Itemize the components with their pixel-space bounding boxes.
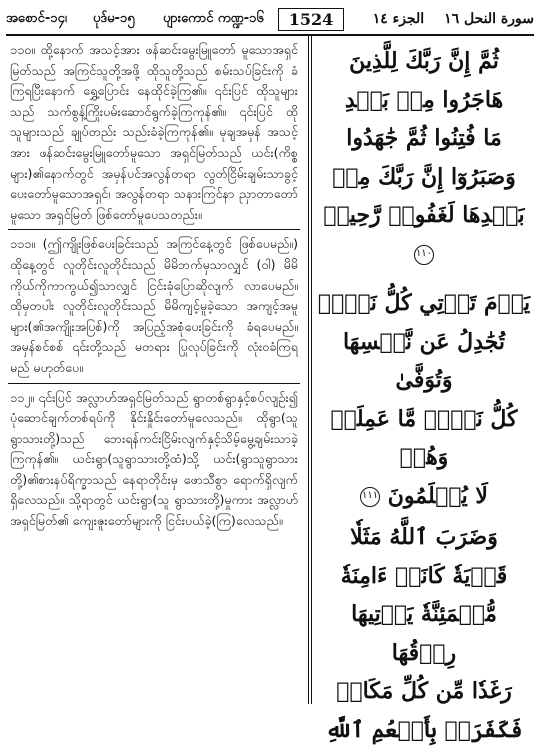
translation-text: ၁၁၀။ ထို့နောက် အသင့်အား ဖန်ဆင်းမွေးမြူတော် မူသောအရှင်မြတ်သည် အကြင်သူတို့အဖို့ ထိုသူတို့သည် စမ်းသပ်ခြင်းကို ခံကြရပြီးနောက် ရွှေ့ပြောင်း နေထိုင်ခဲ့ကြ၏။ ၎င်းပြင် ထိုသူများသည် သက်စွန့်ကြိုးပမ်းဆောင်ရွက်ခဲ့ကြကုန်၏။ ၎င်းပြင် ထိုသူများသည် ချုပ်တည်း သည်းခံခဲ့ကြကုန်၏။ မုချအမှန် အသင့်အား ဖန်ဆင်းမွေးမြူတော်မူသော အရှင်မြတ်သည် ယင်း(ကိစ္စများ)၏နောက်တွင် အမှန်ပင်အလွန်တရာ လွတ်ငြိမ်းချမ်းသာခွင့်ပေးတော်မူသောအရှင်၊ အလွန်တရာ သနားကြင်နာ ညှာတာတော်မူသော အရှင်မြတ် ဖြစ်တော်မူပေသတည်း။ [10,40,298,225]
verse-line: تُجَٰدِلُ عَن نَّفۡسِهَا وَتُوَفَّىٰ [316,323,532,400]
arabic-verse-111 [316,284,532,515]
arabic-verse-110 [316,42,532,273]
page-number: 1524 [278,8,345,31]
header-part: ပုဒ်မ-၁၅ [93,10,135,29]
translation-column [8,40,300,536]
verse-line-text: لَا يُظۡلَمُونَ [388,483,488,509]
header-left [6,10,135,29]
verse-line: هَاجَرُوا مِنۢ بَعۡدِ [316,81,532,120]
verse-number-marker: ١١٠ [414,245,434,265]
verse-line [316,477,532,516]
translation-text: ၁၁၂။ ၎င်းပြင် အလ္လာဟ်အရှင်မြတ်သည် ရွာတစ်ရွာနှင့်စပ်လျဉ်း၍ ပုံဆောင်ချက်တစ်ရပ်ကို နိုင်းနှိုင်းတော်မူလေသည်။ ထိုရွာ(သူ ရွာသားတို့)သည် ဘေးရန်ကင်းငြိမ်းလျက်နှင့်သိမ့်မွေ့ချမ်းသာခဲ့ကြကုန်၏။ ယင်းရွာ(သူရွာသားတို့ထံ)သို့ ယင်း(ရွာသူရွာသားတို့)၏စားနပ်ရိက္ခာသည် နေရာတိုင်းမှ ဖောသီစွာ ရောက်ရှိလျက်ရှိလေသည်။ သို့ရာတွင် ယင်းရွာ(သူ ရွာသားတို့)မှုကား အလ္လာဟ်အရှင်မြတ်၏ ကျေးဇူးတော်များကို ငြင်းပယ်ခဲ့(ကြ)လေသည်။ [10,388,298,532]
header-surah-name: سورة النحل ١٦ [444,11,534,27]
verse-line: يَوۡمَ تَأۡتِي كُلُّ نَفۡسٖ [316,284,532,323]
translation-verse-110 [8,40,300,229]
verse-line-text: بَعۡدِهَا لَغَفُورٞ رَّحِيمٞ [323,202,524,228]
header-juz: الجزء ١٤ [373,11,424,27]
verse-line: وَصَبَرُوٓا إِنَّ رَبَّكَ مِنۢ [316,158,532,197]
column-divider [308,36,309,704]
header-right [373,11,534,27]
verse-line: مُّطۡمَئِنَّةٗ يَأۡتِيهَا رِزۡقُهَا [316,595,532,672]
verse-line: مَا فُتِنُوا ثُمَّ جَٰهَدُوا [316,119,532,158]
verse-line: فَكَفَرَتۡ بِأَنۡعُمِ ٱللَّهِ [316,711,532,749]
verse-line: وَضَرَبَ ٱللَّهُ مَثَلٗا [316,518,532,557]
arabic-column [316,40,532,704]
header-volume: အစောင်-၁၄၊ [6,10,67,29]
translation-verse-112 [8,383,300,536]
verse-number-marker: ١١١ [360,487,380,507]
verse-line: كُلُّ نَفۡسٖ مَّا عَمِلَتۡ وَهُمۡ [316,400,532,477]
column-divider-inner [311,36,312,704]
verse-line: رَغَدٗا مِّن كُلِّ مَكَانٖ [316,672,532,711]
page-header [6,6,534,32]
header-middle [163,8,344,31]
verse-line [316,196,532,273]
header-book-title: ပျားကောင် ကဏ္ဍ-၁၆ [163,10,264,29]
verse-line: ثُمَّ إِنَّ رَبَّكَ لِلَّذِينَ [316,42,532,81]
translation-text: ၁၁၁။ (ဤကျိုးဖြစ်ပေးခြင်းသည် အကြင်နေ့တွင် ဖြစ်ပေမည်။) ထိုနေ့တွင် လူတိုင်းလူတိုင်းသည် မိမိဘက်မှသာလျှင် (ဝါ) မိမိကိုယ်ကိုကာကွယ်၍သာလျှင် ငြင်းခုံပြောဆိုလျက် လာပေမည်။ ထိုမှတပါး လူတိုင်းလူတိုင်းသည် မိမိကျင့်မူခဲ့သော အကျင့်အမူများ(၏အကျိုးအပြစ်)ကို အပြည့်အစုံပေးခြင်းကို ခံရပေမည်။ အမှန်စင်စစ် ၎င်းတို့သည် မတရား ပြုလုပ်ခြင်းကို လုံးဝခံကြရမည် မဟုတ်ပေ။ [10,234,298,378]
arabic-verse-112 [316,518,532,749]
verse-line: قَرۡيَةٗ كَانَتۡ ءَامِنَةٗ [316,557,532,596]
header-rule [6,34,534,36]
translation-verse-111 [8,229,300,382]
